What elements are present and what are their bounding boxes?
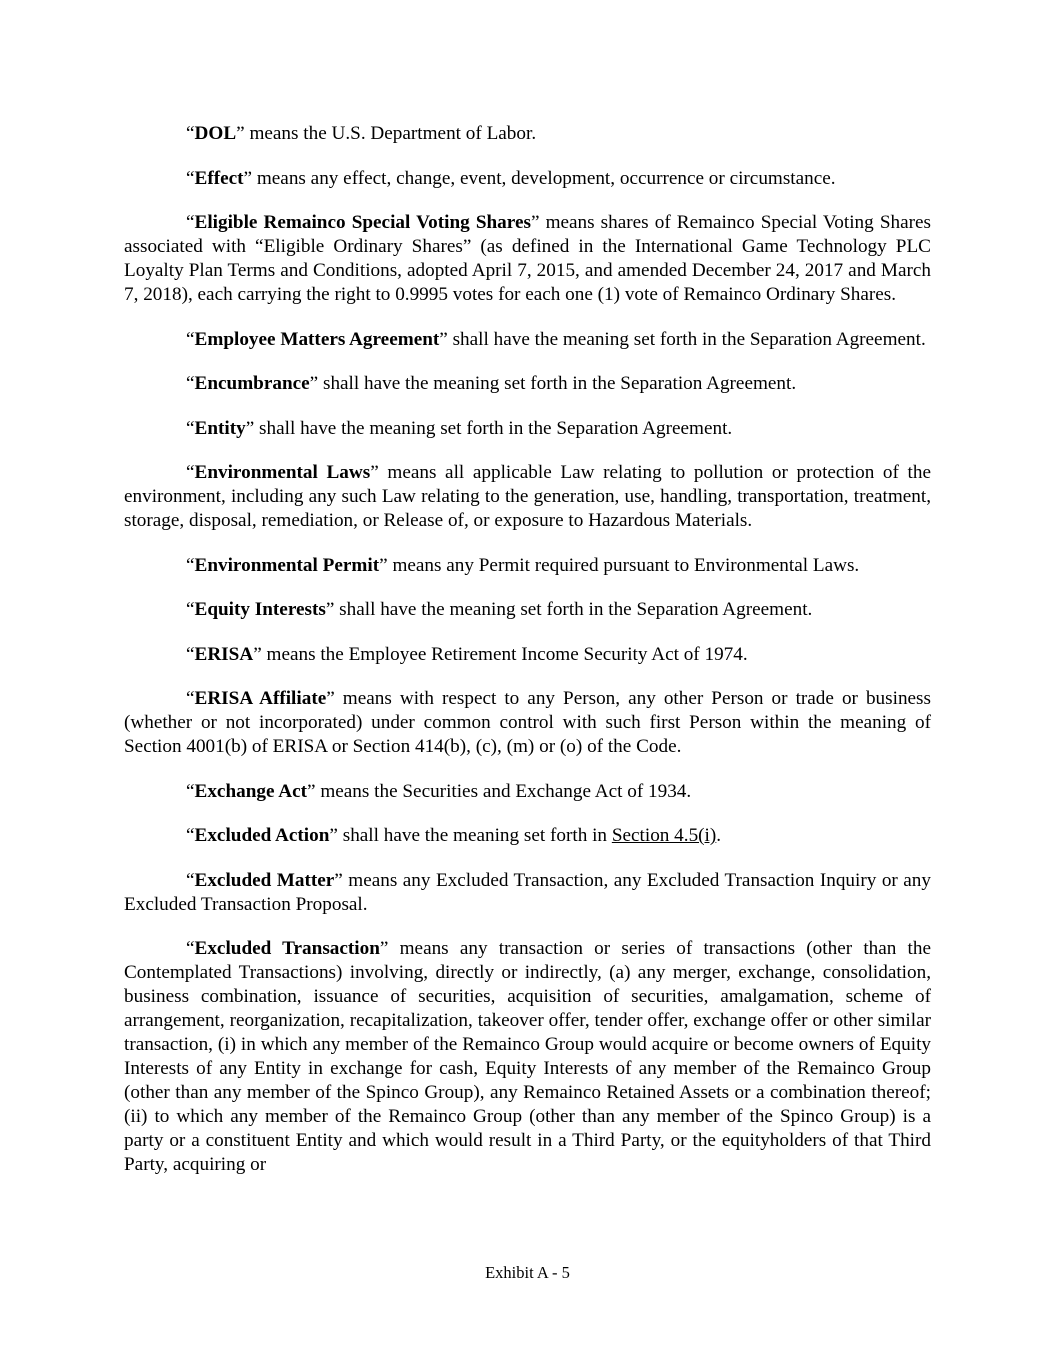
defined-term: Excluded Action xyxy=(194,825,330,846)
definition-text: means the U.S. Department of Labor. xyxy=(244,123,537,144)
definition-excluded-transaction: “Excluded Transaction” means any transaction or series of transactions (other than the Contemplated Transactions) involving, directly or indirectly, (a) any merger, exchange, consolidation, business combination, issuance of securities, acquisition of securities, amalgamation, scheme of arrangement, reorganization, recapitalization, takeover offer, tender offer, exchange offer or other similar transaction, (i) in which any member of the Remainco Group would acquire or become owners of Equity Interests of any Entity in exchange for cash, Equity Interests of any member of the Remainco Group (other than any member of the Spinco Group), any Remainco Retained Assets or a combination thereof; (ii) to which any member of the Remainco Group (other than any member of the Spinco Group) is a party or a constituent Entity and which would result in a Third Party, or the equityholders of that Third Party, acquiring or xyxy=(124,938,932,1175)
definition-exchange-act: “Exchange Act” means the Securities and Exchange Act of 1934. xyxy=(186,780,692,802)
definition-erisa: “ERISA” means the Employee Retirement Income Security Act of 1974. xyxy=(186,643,748,665)
defined-term: Effect xyxy=(194,167,244,189)
definition-text: means with respect to any Person, any other Person or trade or business (whether or not incorporated) under common control with such first Person within the meaning of Section 4001(b) of ERISA or Section 414(b), (c), (m) or (o) of the Code. xyxy=(124,688,931,757)
definition-excluded-matter: “Excluded Matter” means any Excluded Transaction, any Excluded Transaction Inquiry or any Excluded Transaction Proposal. xyxy=(124,869,931,915)
definition-text: shall have the meaning set forth in the Separation Agreement. xyxy=(334,599,813,620)
definition-text: means any Excluded Transaction, any Excluded Transaction Inquiry or any Excluded Transaction Proposal. xyxy=(124,869,931,915)
definition-text: means all applicable Law relating to pollution or protection of the environment, including any such Law relating to the generation, use, handling, transportation, treatment, storage, disposal, remediation, or Release of, or exposure to Hazardous Materials. xyxy=(124,462,932,531)
definition-text: means shares of Remainco Special Voting Shares associated with “Eligible Ordinary Shares” (as defined in the International Game Technology PLC Loyalty Plan Terms and Conditions, adopted April 7, 2015, and amended December 24, 2017 and March 7, 2018), each carrying the right to 0.9995 votes for each one (1) vote of Remainco Ordinary Shares. xyxy=(124,212,931,305)
defined-term: DOL xyxy=(194,123,237,144)
defined-term: ERISA Affiliate xyxy=(194,688,327,709)
definition-excluded-action: “Excluded Action” shall have the meaning set forth in Section 4.5(i). xyxy=(186,825,722,846)
definition-equity-interests: “Equity Interests” shall have the meaning set forth in the Separation Agreement. xyxy=(186,599,813,620)
definition-erisa-affiliate: “ERISA Affiliate” means with respect to any Person, any other Person or trade or business (whether or not incorporated) under common control with such first Person within the meaning of Section 4001(b) of ERISA or Section 414(b), (c), (m) or (o) of the Code. xyxy=(124,688,931,757)
definition-text: means the Securities and Exchange Act of 1934. xyxy=(315,780,692,802)
definition-environmental-permit: “Environmental Permit” means any Permit required pursuant to Environmental Laws. xyxy=(186,554,860,576)
defined-term: Encumbrance xyxy=(194,373,310,394)
definition-text: means any effect, change, event, development, occurrence or circumstance. xyxy=(252,167,836,189)
defined-term: Equity Interests xyxy=(194,599,326,620)
definition-dol: “DOL” means the U.S. Department of Labor. xyxy=(186,123,537,144)
defined-term: Exchange Act xyxy=(194,780,307,802)
defined-term: Entity xyxy=(194,417,246,439)
definition-eligible-remainco-special-voting-shares: “Eligible Remainco Special Voting Shares” means shares of Remainco Special Voting Shares associated with “Eligible Ordinary Shares” (as defined in the International Game Technology PLC Loyalty Plan Terms and Conditions, adopted April 7, 2015, and amended December 24, 2017 and March 7, 2018), each carrying the right to 0.9995 votes for each one (1) vote of Remainco Ordinary Shares. xyxy=(124,212,931,305)
defined-term: Employee Matters Agreement xyxy=(194,328,440,350)
definition-text: shall have the meaning set forth in the Separation Agreement. xyxy=(318,373,797,394)
defined-term: Eligible Remainco Special Voting Shares xyxy=(194,212,531,233)
definition-text: means the Employee Retirement Income Security Act of 1974. xyxy=(261,643,748,665)
definition-effect: “Effect” means any effect, change, event, development, occurrence or circumstance. xyxy=(186,167,836,189)
definition-text: shall have the meaning set forth in xyxy=(337,825,612,846)
definition-employee-matters-agreement: “Employee Matters Agreement” shall have the meaning set forth in the Separation Agreement. xyxy=(186,328,926,350)
definition-environmental-laws: “Environmental Laws” means all applicable Law relating to pollution or protection of the environment, including any such Law relating to the generation, use, handling, transportation, treatment, storage, disposal, remediation, or Release of, or exposure to Hazardous Materials. xyxy=(124,462,932,531)
defined-term: Environmental Laws xyxy=(194,462,371,483)
definition-text: means any Permit required pursuant to Environmental Laws. xyxy=(387,554,860,576)
definitions-list xyxy=(124,122,931,1198)
definition-text: shall have the meaning set forth in the Separation Agreement. xyxy=(447,328,926,350)
definition-entity: “Entity” shall have the meaning set forth in the Separation Agreement. xyxy=(186,417,733,439)
definition-encumbrance: “Encumbrance” shall have the meaning set forth in the Separation Agreement. xyxy=(186,373,797,394)
defined-term: Environmental Permit xyxy=(194,554,380,576)
defined-term: Excluded Matter xyxy=(194,869,335,891)
page-footer: Exhibit A - 5 xyxy=(485,1263,570,1282)
defined-term: Excluded Transaction xyxy=(194,938,380,959)
definition-text-tail: . xyxy=(716,825,722,846)
definition-text: shall have the meaning set forth in the Separation Agreement. xyxy=(254,417,733,439)
definition-text: means any transaction or series of transactions (other than the Contemplated Transactions) involving, directly or indirectly, (a) any merger, exchange, consolidation, business combination, issuance of securities, acquisition of securities, amalgamation, scheme of arrangement, reorganization, recapitalization, takeover offer, tender offer, exchange offer or other similar transaction, (i) in which any member of the Remainco Group would acquire or become owners of Equity Interests of any Entity in exchange for cash, Equity Interests of any member of the Remainco Group (other than any member of the Spinco Group), any Remainco Retained Assets or a combination thereof; (ii) to which any member of the Remainco Group (other than any member of the Spinco Group) is a party or a constituent Entity and which would result in a Third Party, or the equityholders of that Third Party, acquiring or xyxy=(124,938,932,1175)
section-cross-reference: Section 4.5(i) xyxy=(611,825,717,846)
defined-term: ERISA xyxy=(194,643,254,665)
